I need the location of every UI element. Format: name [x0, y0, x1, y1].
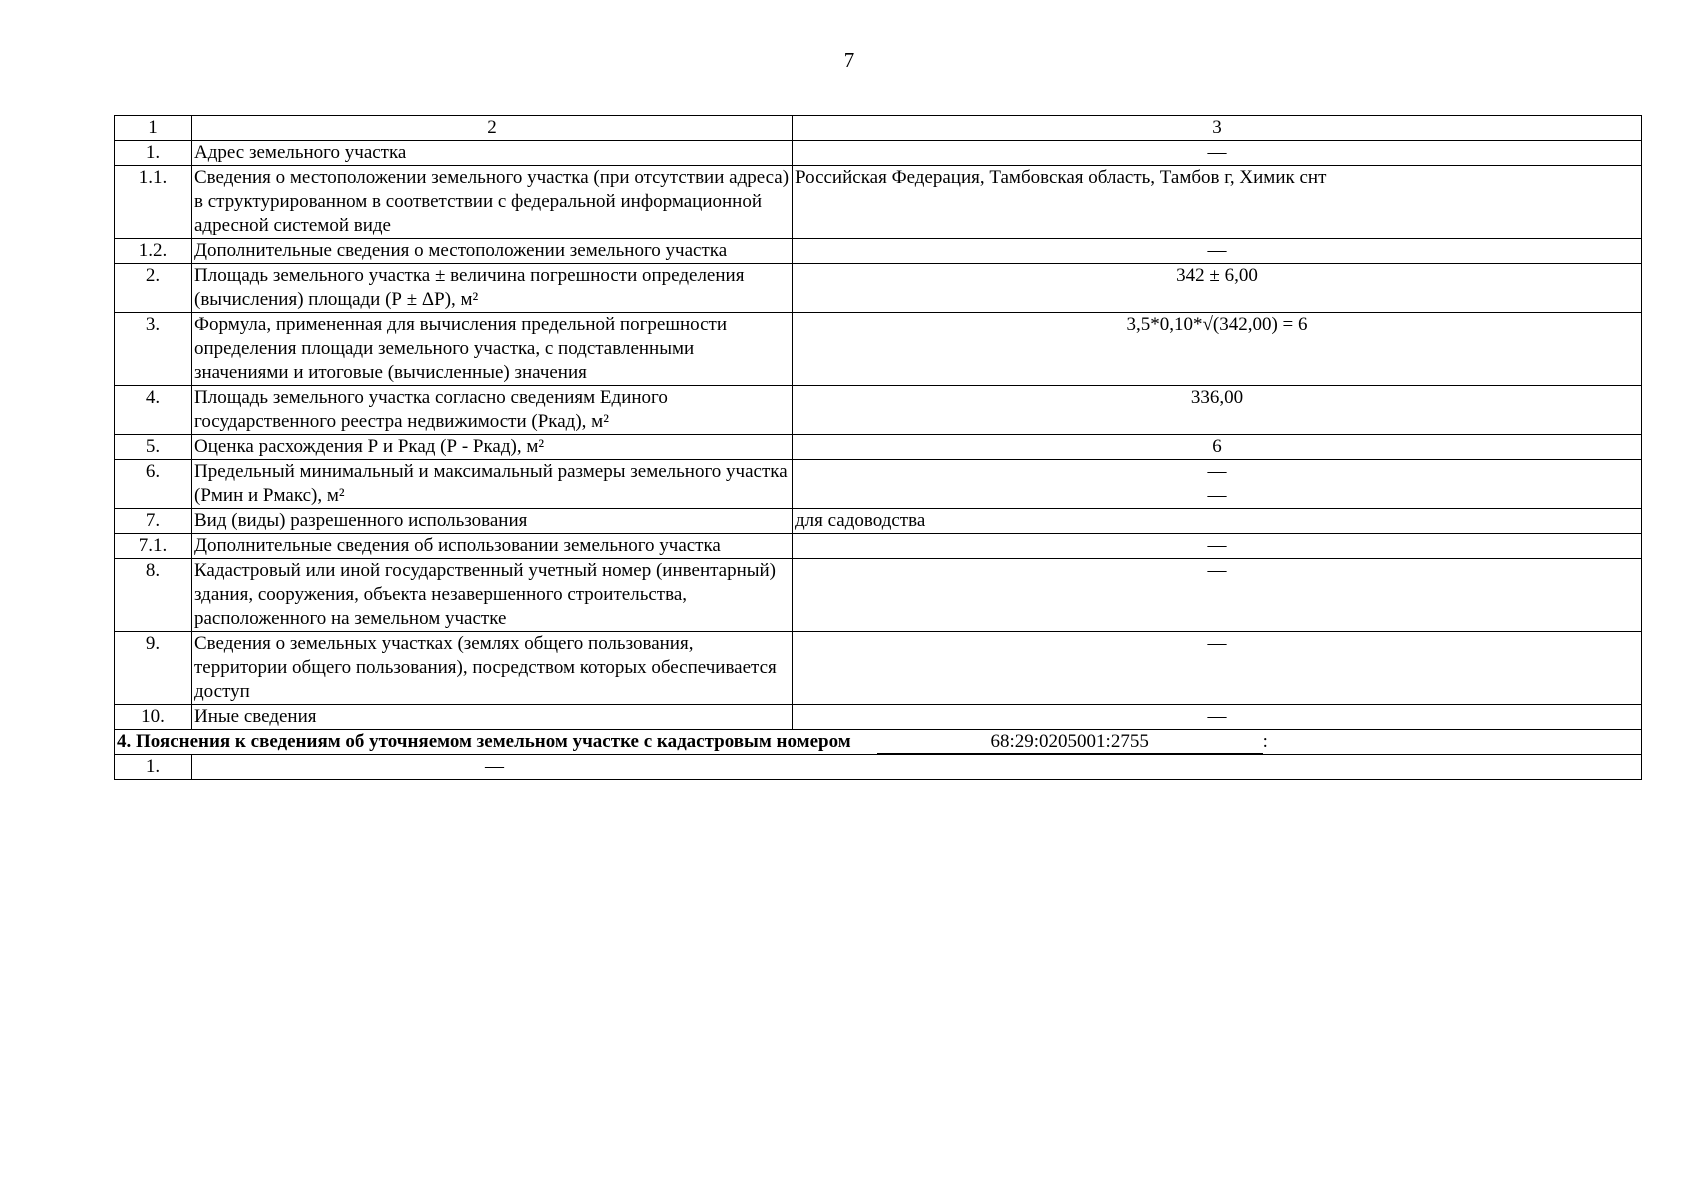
- row-value: —: [793, 534, 1642, 559]
- row-label: Дополнительные сведения о местоположении земельного участка: [192, 239, 793, 264]
- max-size-value: —: [1207, 485, 1227, 506]
- row-label: Иные сведения: [192, 705, 793, 730]
- row-label: Предельный минимальный и максимальный размеры земельного участка (Рмин и Рмакс), м²: [192, 460, 793, 509]
- row-value-text: —: [485, 756, 504, 777]
- table-row: [115, 509, 1642, 534]
- row-number: 6.: [115, 460, 192, 509]
- row-number: 1.: [115, 141, 192, 166]
- row-number: 1.: [115, 755, 192, 780]
- min-size-value: —: [1207, 461, 1227, 482]
- table-row: [115, 559, 1642, 632]
- row-label: Площадь земельного участка согласно сведениям Единого государственного реестра недвижимости (Ркад), м²: [192, 386, 793, 435]
- row-number: 2.: [115, 264, 192, 313]
- row-label: Оценка расхождения Р и Ркад (Р - Ркад), м²: [192, 435, 793, 460]
- table-row: [115, 239, 1642, 264]
- row-number: 3.: [115, 313, 192, 386]
- row-number: 7.: [115, 509, 192, 534]
- row-value: [793, 460, 1642, 509]
- row-value: [192, 755, 1642, 780]
- row-label: Адрес земельного участка: [192, 141, 793, 166]
- row-label: Сведения о местоположении земельного участка (при отсутствии адреса) в структурированном в соответствии с федеральной информационной адресной системой виде: [192, 166, 793, 239]
- row-number: 8.: [115, 559, 192, 632]
- row-number: 1.2.: [115, 239, 192, 264]
- table-row: [115, 166, 1642, 239]
- page-number: 7: [843, 48, 855, 72]
- header-col-2: 2: [192, 116, 793, 141]
- row-value: —: [793, 705, 1642, 730]
- table-row: [115, 755, 1642, 780]
- table-row: [115, 141, 1642, 166]
- row-number: 4.: [115, 386, 192, 435]
- row-label: Формула, примененная для вычисления предельной погрешности определения площади земельного участка, с подставленными значениями и итоговые (вычисленные) значения: [192, 313, 793, 386]
- section-4-header: [115, 730, 1642, 755]
- row-value: —: [793, 239, 1642, 264]
- row-value: Российская Федерация, Тамбовская область, Тамбов г, Химик снт: [793, 166, 1642, 239]
- table-row: [115, 705, 1642, 730]
- row-number: 5.: [115, 435, 192, 460]
- row-value: —: [793, 559, 1642, 632]
- row-value: —: [793, 632, 1642, 705]
- section-4-header-row: [115, 730, 1642, 755]
- land-plot-table: [114, 115, 1642, 780]
- row-number: 7.1.: [115, 534, 192, 559]
- row-label: Дополнительные сведения об использовании земельного участка: [192, 534, 793, 559]
- table-header-row: [115, 116, 1642, 141]
- row-label: Кадастровый или иной государственный учетный номер (инвентарный) здания, сооружения, объекта незавершенного строительства, расположенного на земельном участке: [192, 559, 793, 632]
- row-label: Сведения о земельных участках (землях общего пользования, территории общего пользования), посредством которых обеспечивается доступ: [192, 632, 793, 705]
- table-row: [115, 435, 1642, 460]
- row-number: 10.: [115, 705, 192, 730]
- header-col-3: 3: [793, 116, 1642, 141]
- row-number: 1.1.: [115, 166, 192, 239]
- table-row: [115, 460, 1642, 509]
- row-number: 9.: [115, 632, 192, 705]
- table-row: [115, 534, 1642, 559]
- section-4-title: 4. Пояснения к сведениям об уточняемом земельном участке с кадастровым номером: [117, 731, 851, 752]
- row-label: Вид (виды) разрешенного использования: [192, 509, 793, 534]
- cadastral-number: 68:29:0205001:2755: [877, 731, 1263, 754]
- header-col-1: 1: [115, 116, 192, 141]
- section-4-suffix: :: [1262, 731, 1268, 752]
- row-value: —: [793, 141, 1642, 166]
- table-row: [115, 313, 1642, 386]
- row-value: 336,00: [793, 386, 1642, 435]
- table-row: [115, 264, 1642, 313]
- row-value: для садоводства: [793, 509, 1642, 534]
- row-label: Площадь земельного участка ± величина погрешности определения (вычисления) площади (Р ± ΔР), м²: [192, 264, 793, 313]
- table-row: [115, 632, 1642, 705]
- table-row: [115, 386, 1642, 435]
- row-value: 6: [793, 435, 1642, 460]
- row-value: 342 ± 6,00: [793, 264, 1642, 313]
- row-value: 3,5*0,10*√(342,00) = 6: [793, 313, 1642, 386]
